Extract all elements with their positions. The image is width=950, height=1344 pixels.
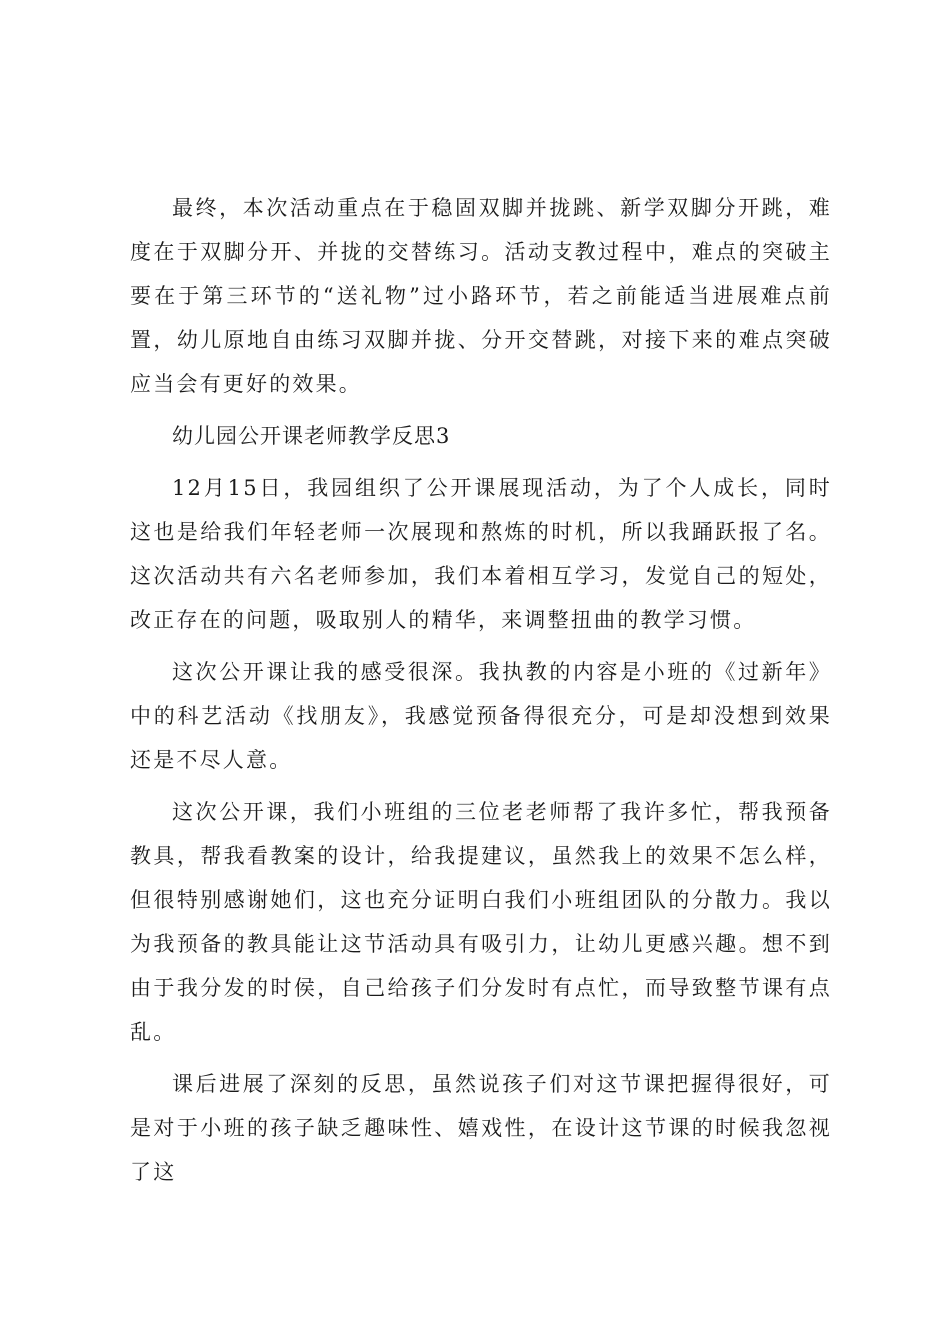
section-heading: 幼儿园公开课老师教学反思3 — [172, 424, 451, 448]
paragraph-reflection: 课后进展了深刻的反思，虽然说孩子们对这节课把握得很好，可是对于小班的孩子缺乏趣味性、嬉戏性，在设计这节课的时候我忽视了这 — [130, 1072, 832, 1184]
paragraph-team: 这次公开课，我们小班组的三位老老师帮了我许多忙，帮我预备教具，帮我看教案的设计，给我提建议，虽然我上的效果不怎么样，但很特别感谢她们，这也充分证明白我们小班组团队的分散力。我以为我预备的教具能让这节活动具有吸引力，让幼儿更感兴趣。想不到由于我分发的时侯，自己给孩子们分发时有点忙，而导致整节课有点乱。 — [130, 800, 832, 1044]
document-body — [130, 186, 832, 1194]
paragraph-gap — [130, 782, 832, 790]
paragraph-gap — [130, 406, 832, 414]
paragraph-gap — [130, 1054, 832, 1062]
paragraph-gap — [130, 642, 832, 650]
paragraph-conclusion: 最终，本次活动重点在于稳固双脚并拢跳、新学双脚分开跳，难度在于双脚分开、并拢的交替练习。活动支教过程中，难点的突破主要在于第三环节的“送礼物”过小路环节，若之前能适当进展难点前置，幼儿原地自由练习双脚并拢、分开交替跳，对接下来的难点突破应当会有更好的效果。 — [130, 196, 832, 396]
paragraph-intro: 12月15日，我园组织了公开课展现活动，为了个人成长，同时这也是给我们年轻老师一次展现和熬炼的时机，所以我踊跃报了名。这次活动共有六名老师参加，我们本着相互学习，发觉自己的短处，改正存在的问题，吸取别人的精华，来调整扭曲的教学习惯。 — [130, 476, 832, 632]
paragraph-feeling: 这次公开课让我的感受很深。我执教的内容是小班的《过新年》中的科艺活动《找朋友》，我感觉预备得很充分，可是却没想到效果还是不尽人意。 — [130, 660, 832, 772]
paragraph-gap — [130, 458, 832, 466]
